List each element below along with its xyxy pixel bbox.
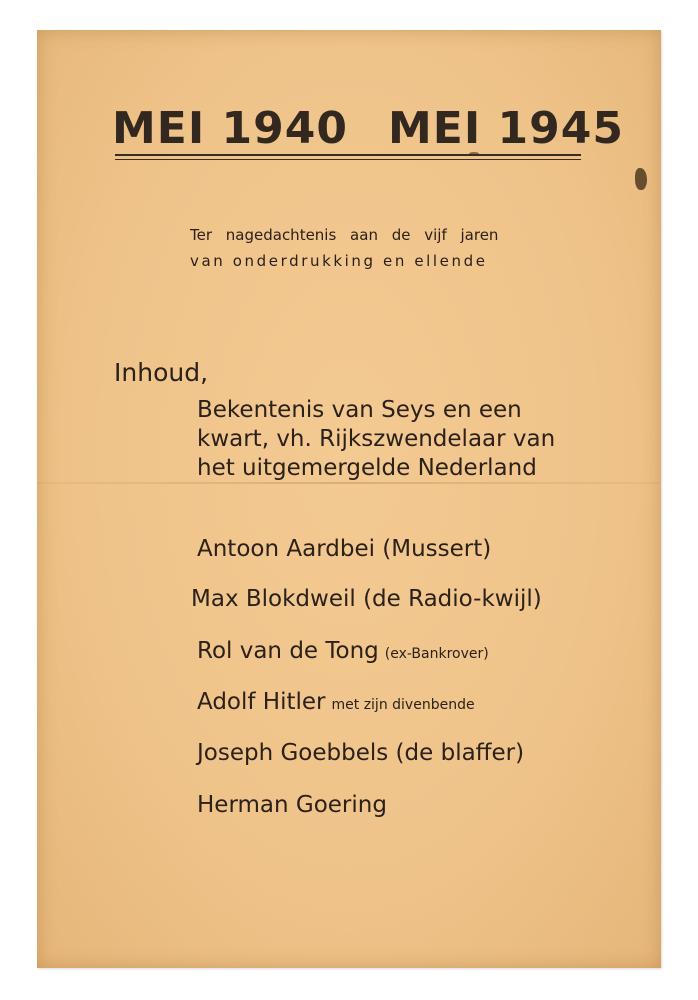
title-end-date: MEI 1945 <box>388 102 624 154</box>
contents-entry <box>191 586 542 612</box>
entry-text: Rol van de Tong <box>197 638 379 664</box>
entry-text: Max Blokdweil (de Radio-kwijl) <box>191 586 542 612</box>
entry-note: (ex-Bankrover) <box>384 646 489 662</box>
entry-text: Joseph Goebbels (de blaffer) <box>197 740 525 766</box>
contents-entry <box>197 396 555 483</box>
page-title <box>112 102 624 154</box>
title-start-date: MEI 1940 <box>112 102 348 154</box>
contents-entry <box>197 689 475 715</box>
contents-entry <box>197 740 524 766</box>
ink-stain <box>635 168 647 190</box>
dedication-line-1: Ter nagedachtenis aan de vijf jaren <box>190 226 499 244</box>
dedication-line-2: van onderdrukking en ellende <box>190 252 488 270</box>
entry-text: Herman Goering <box>197 792 387 818</box>
title-rule-thin <box>115 159 581 160</box>
entry-text: Adolf Hitler <box>197 689 326 715</box>
entry-line: Bekentenis van Seys en een <box>197 397 522 423</box>
entry-line: het uitgemergelde Nederland <box>197 455 537 481</box>
entry-text: Antoon Aardbei (Mussert) <box>197 536 492 562</box>
contents-entry <box>197 792 387 818</box>
entry-line: kwart, vh. Rijkszwendelaar van <box>197 426 556 452</box>
leaflet-page <box>37 30 661 968</box>
title-rule-thick <box>115 154 581 156</box>
dedication <box>190 222 585 274</box>
contents-entry <box>197 536 491 562</box>
contents-entry <box>197 638 489 664</box>
contents-heading: Inhoud, <box>114 358 209 387</box>
entry-note: met zijn divenbende <box>331 697 475 713</box>
